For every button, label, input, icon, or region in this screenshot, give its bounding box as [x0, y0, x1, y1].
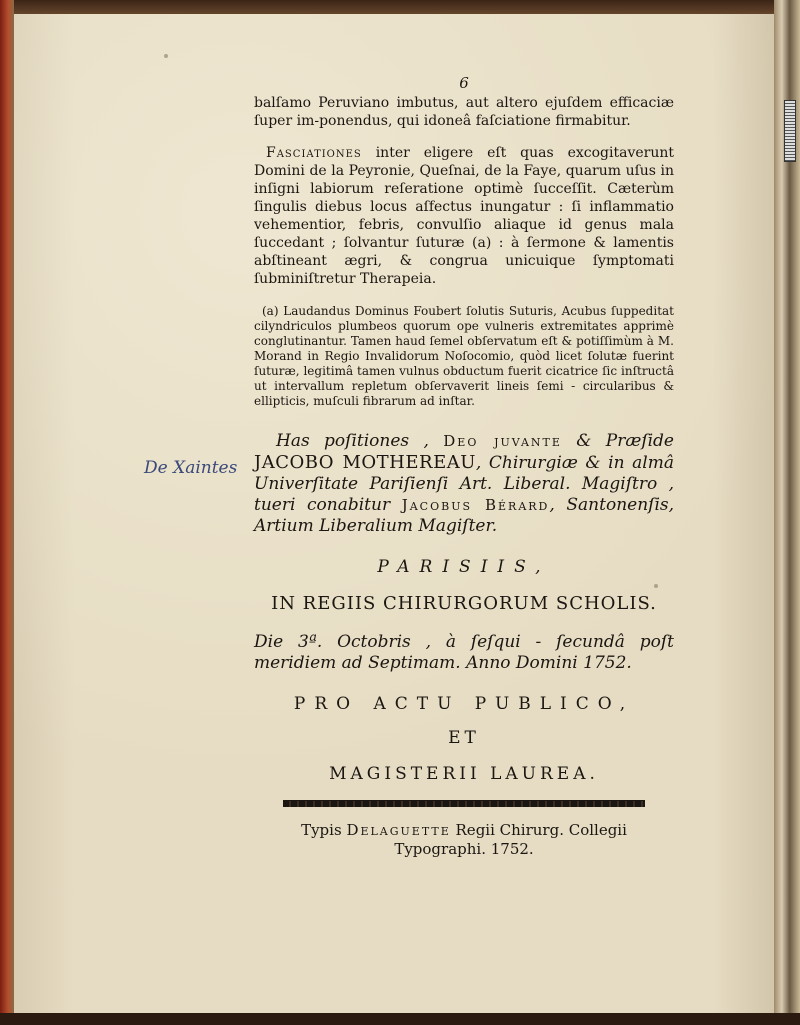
dedication-part: Has poſitiones ,	[276, 431, 444, 451]
magisterii-laurea: MAGISTERII LAUREA.	[329, 764, 599, 784]
place-parisiis: PARISIIS,	[377, 557, 551, 577]
place-scholis: IN REGIIS CHIRURGORUM SCHOLIS.	[271, 593, 657, 614]
praeses-name: JACOBO MOTHEREAU	[254, 452, 476, 473]
paragraph-1: balſamo Peruviano imbutus, aut altero ejuſdem efficaciæ ſuper im-ponendus, qui idoneâ faſciatione firmabitur.	[254, 95, 674, 129]
book-spine-right	[774, 0, 800, 1025]
paragraph-fasciationes	[254, 144, 674, 288]
page-content	[254, 74, 674, 859]
ornamental-rule	[283, 800, 645, 807]
dedication-part: , Santonenſis, Artium Liberalium Magiſter.	[254, 495, 675, 536]
page-number: 6	[459, 74, 469, 92]
imprint-part: Regii Chirurg. Collegii	[450, 821, 627, 839]
handwritten-margin-note: De Xaintes	[144, 458, 238, 478]
candidate-name: Jacobus Bérard	[401, 496, 550, 514]
imprint-part: Typographi. 1752.	[394, 840, 534, 858]
footnote: (a) Laudandus Dominus Foubert ſolutis Suturis, Acubus ſuppeditat cilyndriculos plumbeos quorum ope vulneris extremitates apprimè conglutinantur. Tamen haud ſemel obſervatum eſt & potiſſimùm à M. Morand in Regio Invalidorum Noſocomio, quòd licet ſolutæ fuerint ſuturæ, legitimâ tamen vulnus obductum fuerit cicatrice ſic inſtructâ ut intervallum repletum obſervaverit lineis ſemi - circularibus & ellipticis, muſculi fibrarum ad inſtar.	[254, 304, 674, 408]
dedication-part: & Præſide	[561, 431, 674, 451]
paragraph-lead: Fasciationes	[266, 145, 362, 161]
paper-speck	[164, 54, 168, 58]
paragraph-text: inter eligere eſt quas excogitaverunt Domini de la Peyronie, Queſnai, de la Faye, quarum uſus in inſigni labiorum reſeratione optimè ſucceſſit. Cæterùm ſingulis diebus locus aſfectus inungatur : ſi inflammatio vehementior, febris, convulſio aliaque id genus mala ſuccedant ; ſolvantur ſuturæ (a) : à ſermone & lamentis abſtineant ægri, & congrua unicuique ſymptomati ſubminiſtretur Therapeia.	[254, 145, 674, 287]
conjunction-et: ET	[448, 728, 480, 748]
dedication	[254, 431, 674, 537]
book-edge-left	[0, 0, 14, 1025]
imprint-part: Typis	[301, 821, 347, 839]
dedication-deo: Deo juvante	[443, 432, 562, 450]
book-frame-bottom	[0, 1013, 800, 1025]
color-strip	[784, 100, 796, 162]
imprint	[254, 821, 674, 859]
date-line: Die 3ª. Octobris , à ſeſqui - ſecundâ poſt meridiem ad Septimam. Anno Domini 1752.	[254, 632, 674, 673]
actus-publicus: PRO ACTU PUBLICO,	[293, 694, 635, 714]
printer-name: Delaguette	[346, 821, 451, 839]
dedication-part: , Chirurgiæ & in almâ Univerſitate Pariſienſi Art. Liberal. Magiſtro , tueri conabitur	[254, 453, 674, 515]
document-page	[14, 14, 774, 1013]
